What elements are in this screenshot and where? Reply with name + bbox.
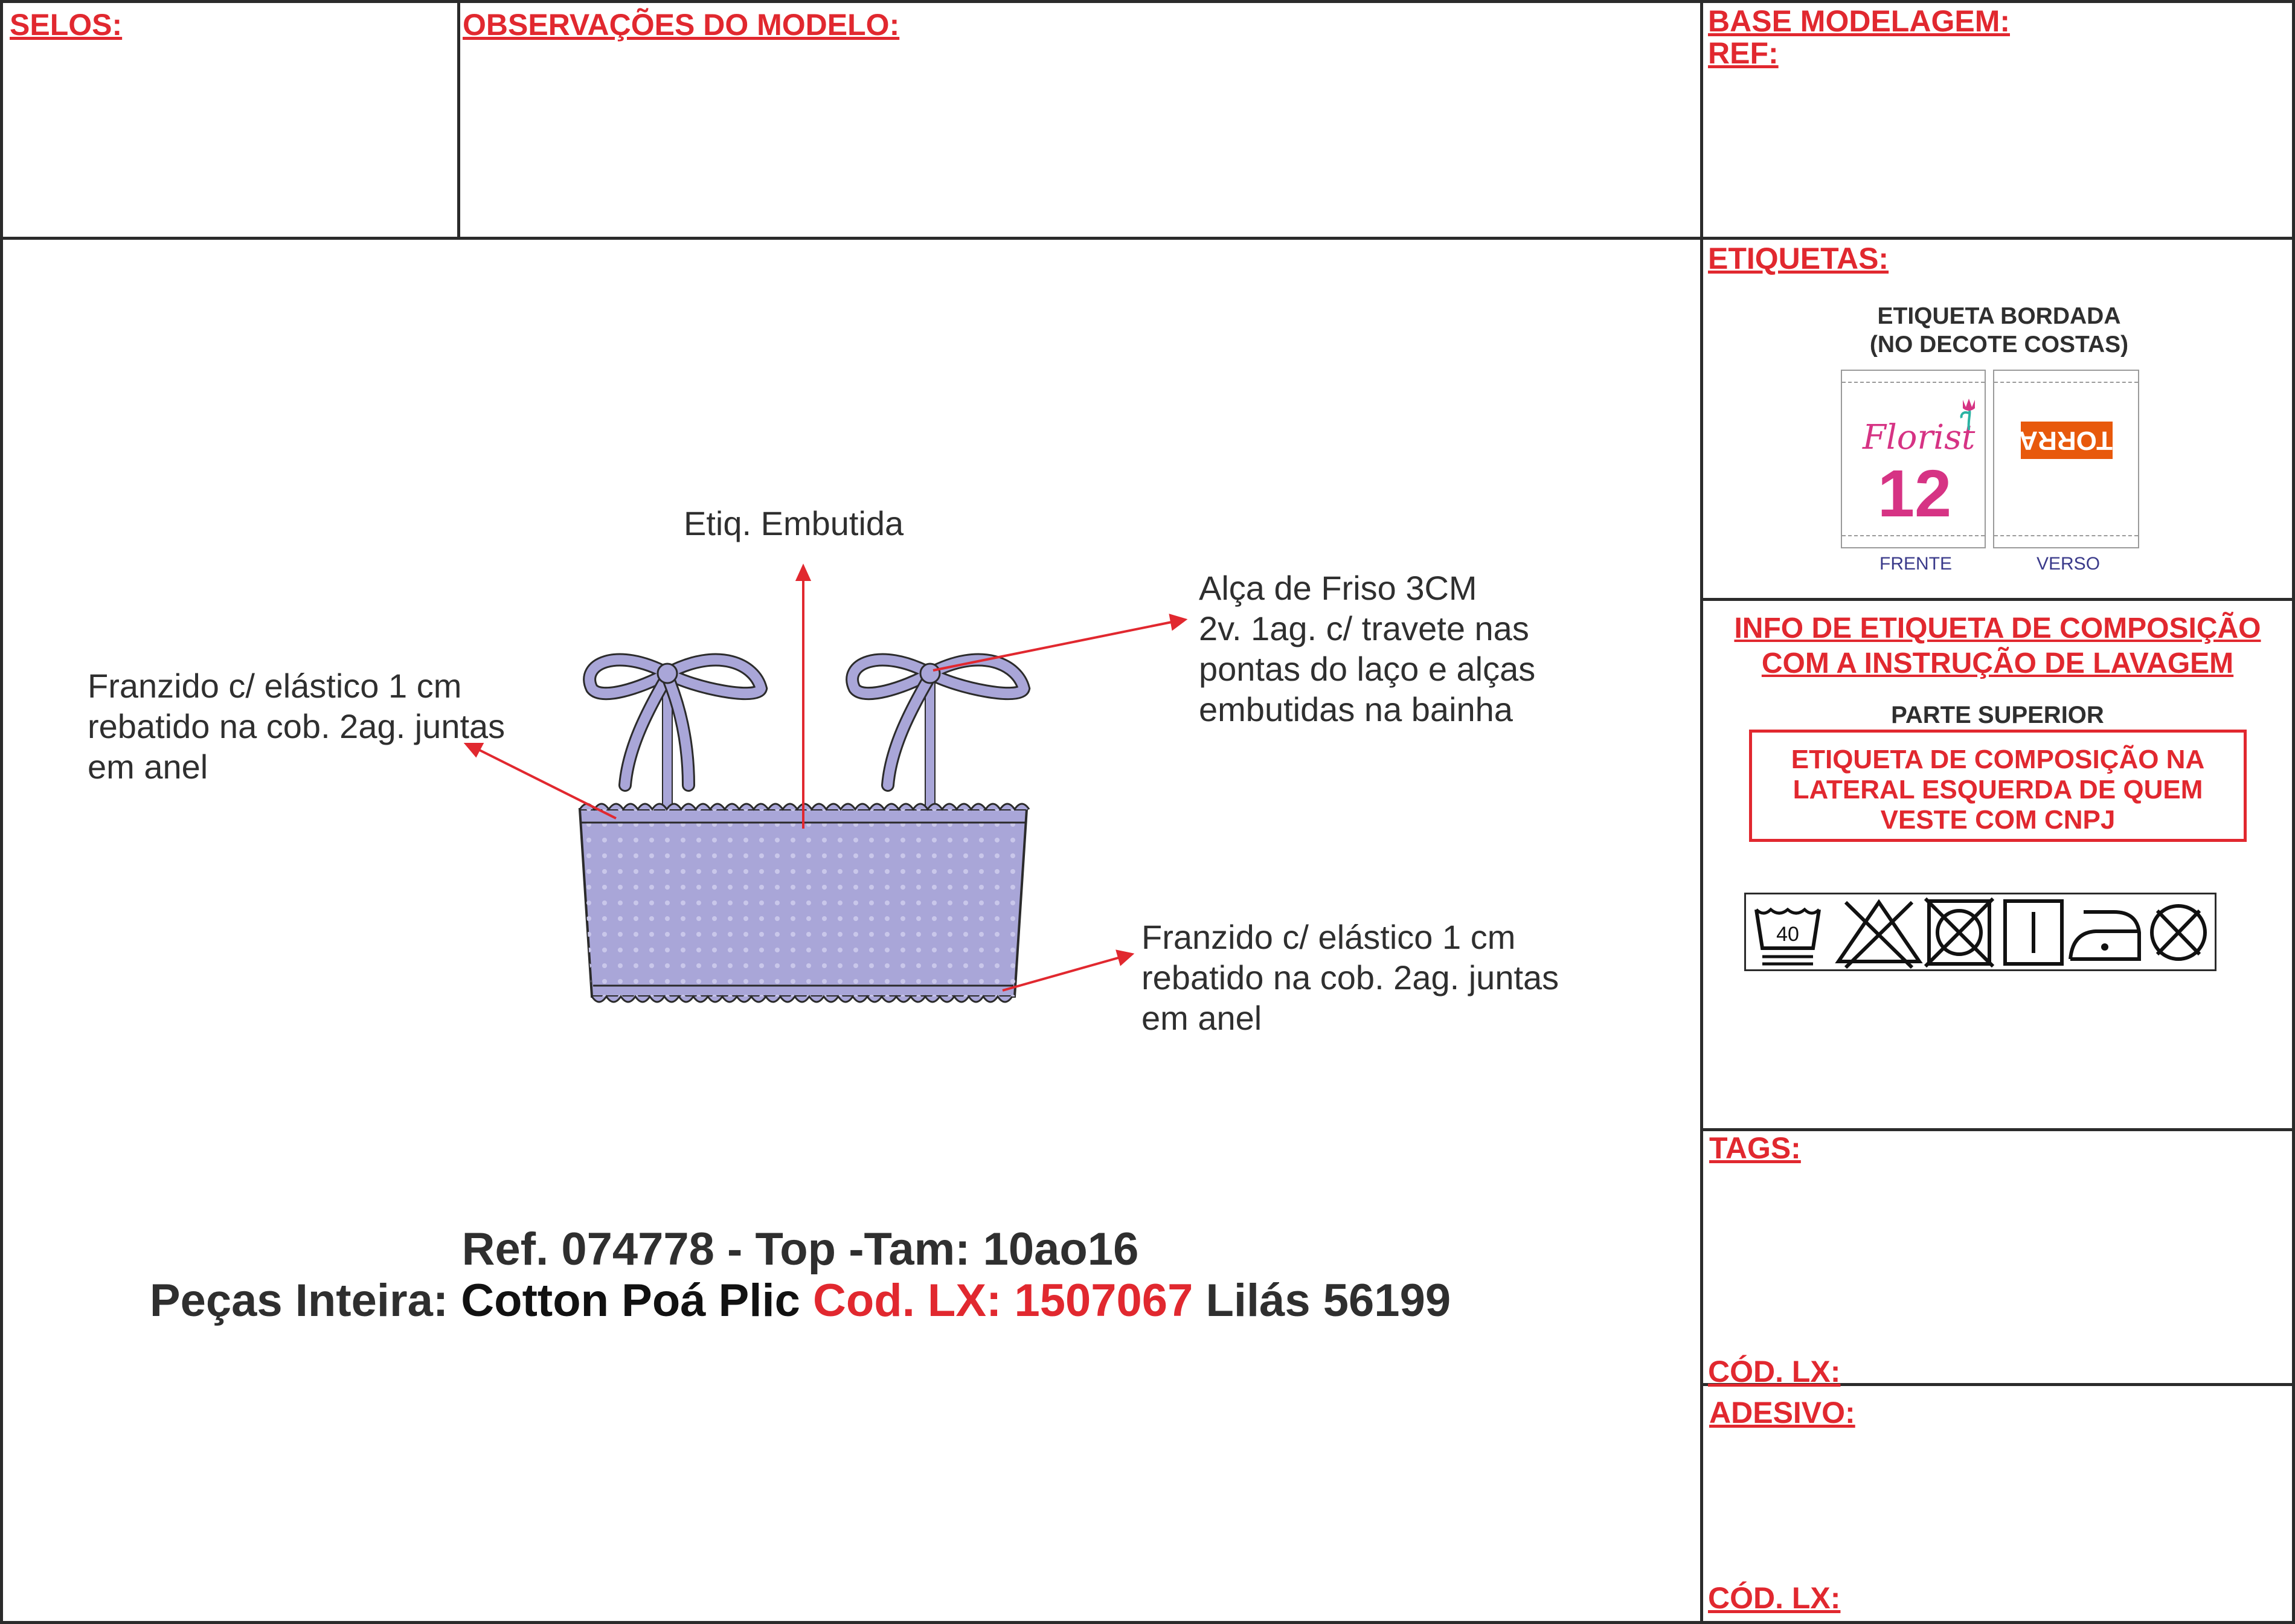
etiqueta-bordada-title xyxy=(1818,302,2180,359)
composicao-box xyxy=(1749,730,2247,842)
etiquetas-label: ETIQUETAS: xyxy=(1708,242,1889,275)
label-back-card xyxy=(1993,370,2139,548)
franzido-bottom-line2: rebatido na cob. 2ag. juntas xyxy=(1141,958,1559,997)
franzido-top-line2: rebatido na cob. 2ag. juntas xyxy=(88,707,506,745)
iron-low-icon xyxy=(2066,896,2144,969)
alca-note xyxy=(1199,568,1535,730)
composicao-title xyxy=(1700,611,2295,681)
franzido-bottom-line3: em anel xyxy=(1141,999,1262,1037)
etiqueta-bordada-line2: (NO DECOTE COSTAS) xyxy=(1869,332,2129,358)
etiq-embutida-note: Etiq. Embutida xyxy=(684,504,904,542)
frente-caption: FRENTE xyxy=(1879,554,1952,574)
composicao-box-line2: LATERAL ESQUERDA DE QUEM xyxy=(1793,775,2203,804)
fabric-name: Cotton Poá Plic xyxy=(461,1275,813,1326)
selos-label: SELOS: xyxy=(10,8,123,42)
cod-lx-value: Cod. LX: 1507067 xyxy=(812,1275,1193,1326)
etiqueta-bordada-line1: ETIQUETA BORDADA xyxy=(1877,303,2121,329)
composicao-title-line1: INFO DE ETIQUETA DE COMPOSIÇÃO xyxy=(1734,612,2261,644)
franzido-top-line3: em anel xyxy=(88,748,208,786)
right-bow xyxy=(852,660,1024,785)
wash-40-icon xyxy=(1751,896,1824,969)
tags-cell xyxy=(1700,1128,2295,1386)
tags-cod-lx-label: CÓD. LX: xyxy=(1708,1355,1841,1388)
franzido-bottom-line1: Franzido c/ elástico 1 cm xyxy=(1141,918,1516,956)
alca-note-line4: embutidas na bainha xyxy=(1199,690,1513,728)
verso-caption: VERSO xyxy=(2037,554,2101,574)
ref-label: REF: xyxy=(1708,36,1779,70)
parte-superior-label: PARTE SUPERIOR xyxy=(1891,702,2104,728)
franzido-top-line1: Franzido c/ elástico 1 cm xyxy=(88,667,462,705)
adesivo-cod-lx-label: CÓD. LX: xyxy=(1708,1581,1841,1615)
alca-note-line1: Alça de Friso 3CM xyxy=(1199,569,1477,607)
no-tumble-dry-icon xyxy=(1923,896,1995,969)
observacoes-label: OBSERVAÇÕES DO MODELO: xyxy=(463,8,900,42)
alca-note-line3: pontas do laço e alças xyxy=(1199,650,1536,688)
no-bleach-icon xyxy=(1834,896,1924,969)
torra-logo xyxy=(2018,422,2113,459)
left-bow xyxy=(589,660,761,785)
tulip-icon xyxy=(1957,395,1981,431)
size-number: 12 xyxy=(1877,457,1952,531)
base-modelagem-label: BASE MODELAGEM: xyxy=(1708,4,2010,38)
bottom-ruffle xyxy=(592,997,1012,1002)
line-dry-icon xyxy=(2000,896,2067,969)
pecas-label: Peças Inteira: xyxy=(149,1275,461,1326)
franzido-top-note xyxy=(88,666,505,787)
no-dry-clean-icon xyxy=(2145,896,2212,969)
franzido-bottom-note xyxy=(1141,917,1559,1038)
label-front-card xyxy=(1841,370,1986,548)
torra-logo-text: TORRA xyxy=(2018,426,2113,455)
wash-temperature-text: 40 xyxy=(1776,923,1799,946)
product-fabric-line xyxy=(0,1274,1600,1327)
adesivo-label: ADESIVO: xyxy=(1709,1396,1855,1430)
tags-label: TAGS: xyxy=(1709,1131,1801,1165)
alca-note-line2: 2v. 1ag. c/ travete nas xyxy=(1199,609,1529,647)
florist-logo: Florist xyxy=(1863,418,1976,457)
composicao-box-line1: ETIQUETA DE COMPOSIÇÃO NA xyxy=(1791,745,2205,774)
product-ref-line: Ref. 074778 - Top -Tam: 10ao16 xyxy=(461,1224,1139,1275)
composicao-title-line2: COM A INSTRUÇÃO DE LAVAGEM xyxy=(1761,647,2234,679)
composicao-box-line3: VESTE COM CNPJ xyxy=(1880,805,2116,835)
color-name: Lilás 56199 xyxy=(1193,1275,1451,1326)
